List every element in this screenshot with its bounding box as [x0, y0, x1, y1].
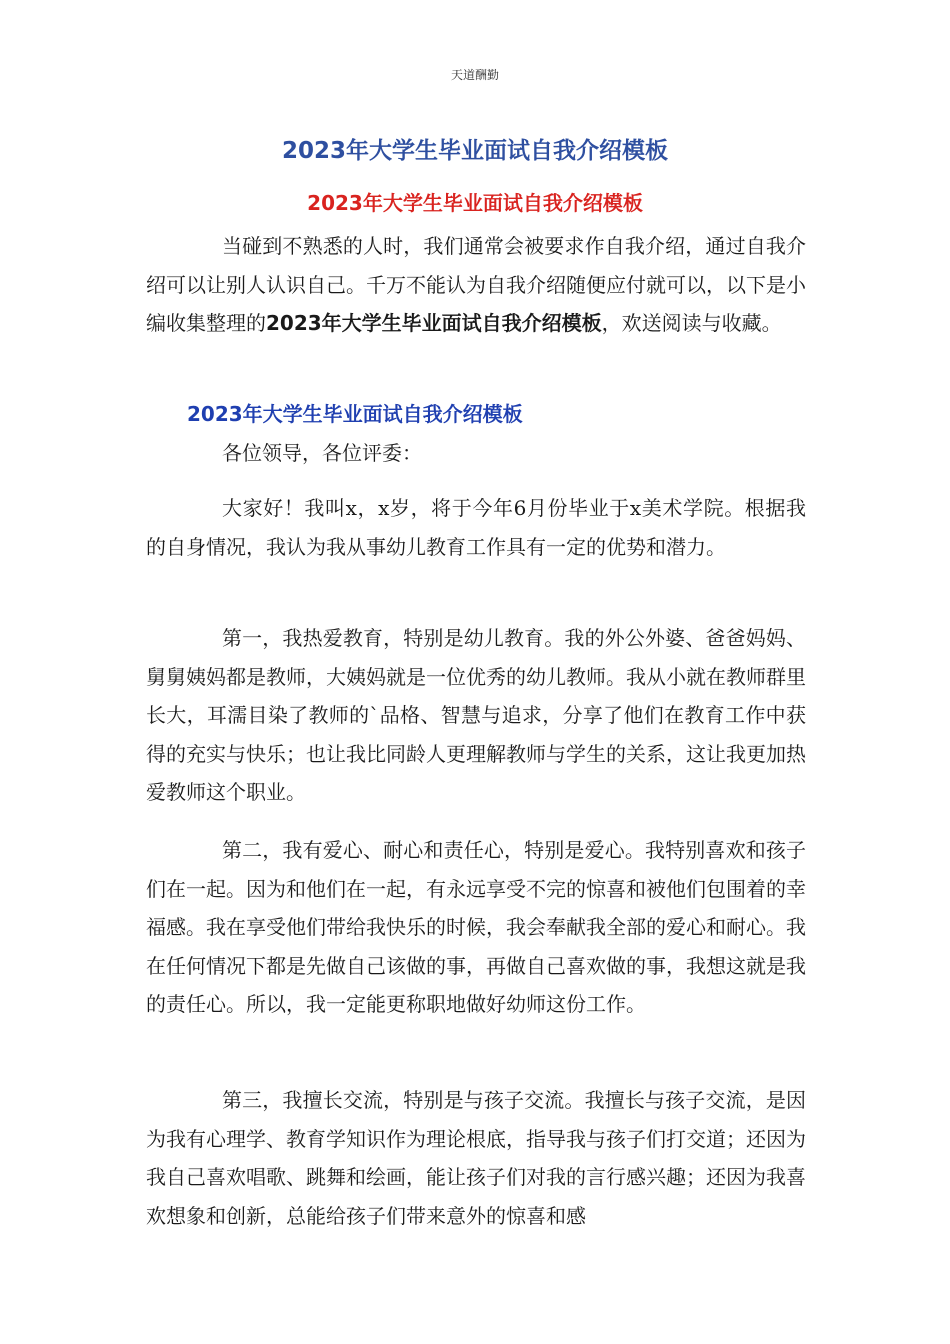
page-header: 天道酬勤 [450, 68, 499, 82]
intro-paragraph [146, 227, 806, 343]
paragraph-first-point: 第一，我热爱教育，特别是幼儿教育。我的外公外婆、爸爸妈妈、舅舅姨妈都是教师，大姨妈就是一位优秀的幼儿教师。我从小就在教师群里长大，耳濡目染了教师的`品格、智慧与追求，分享了他们在教育工作中获得的充实与快乐；也让我比同龄人更理解教师与学生的关系，这让我更加热爱教师这个职业。 [146, 626, 806, 804]
paragraph-third-point: 第三，我擅长交流，特别是与孩子交流。我擅长与孩子交流，是因为我有心理学、教育学知识作为理论根底，指导我与孩子们打交道；还因为我自己喜欢唱歌、跳舞和绘画，能让孩子们对我的言行感兴趣；还因为我喜欢想象和创新，总能给孩子们带来意外的惊喜和感 [146, 1088, 806, 1228]
intro-text: 当碰到不熟悉的人时，我们通常会被要求作自我介绍，通过自我介绍可以让别人认识自己。千万不能认为自我介绍随便应付就可以，以下是小编收集整理的 [146, 234, 806, 335]
intro-text-end: ，欢送阅读与收藏。 [601, 311, 782, 335]
paragraph-self-intro: 大家好！我叫x，x岁，将于今年6月份毕业于x美术学院。根据我的自身情况，我认为我从事幼儿教育工作具有一定的优势和潜力。 [146, 496, 806, 559]
paragraph-greeting: 各位领导，各位评委： [222, 441, 422, 465]
document-title: 2023年大学生毕业面试自我介绍模板 [281, 138, 668, 164]
section-heading: 2023年大学生毕业面试自我介绍模板 [187, 402, 523, 426]
document-subtitle: 2023年大学生毕业面试自我介绍模板 [307, 191, 643, 215]
intro-bold-title: 2023年大学生毕业面试自我介绍模板 [266, 311, 602, 335]
paragraph-second-point: 第二，我有爱心、耐心和责任心，特别是爱心。我特别喜欢和孩子们在一起。因为和他们在一起，有永远享受不完的惊喜和被他们包围着的幸福感。我在享受他们带给我快乐的时候，我会奉献我全部的爱心和耐心。我在任何情况下都是先做自己该做的事，再做自己喜欢做的事，我想这就是我的责任心。所以，我一定能更称职地做好幼师这份工作。 [146, 838, 806, 1016]
